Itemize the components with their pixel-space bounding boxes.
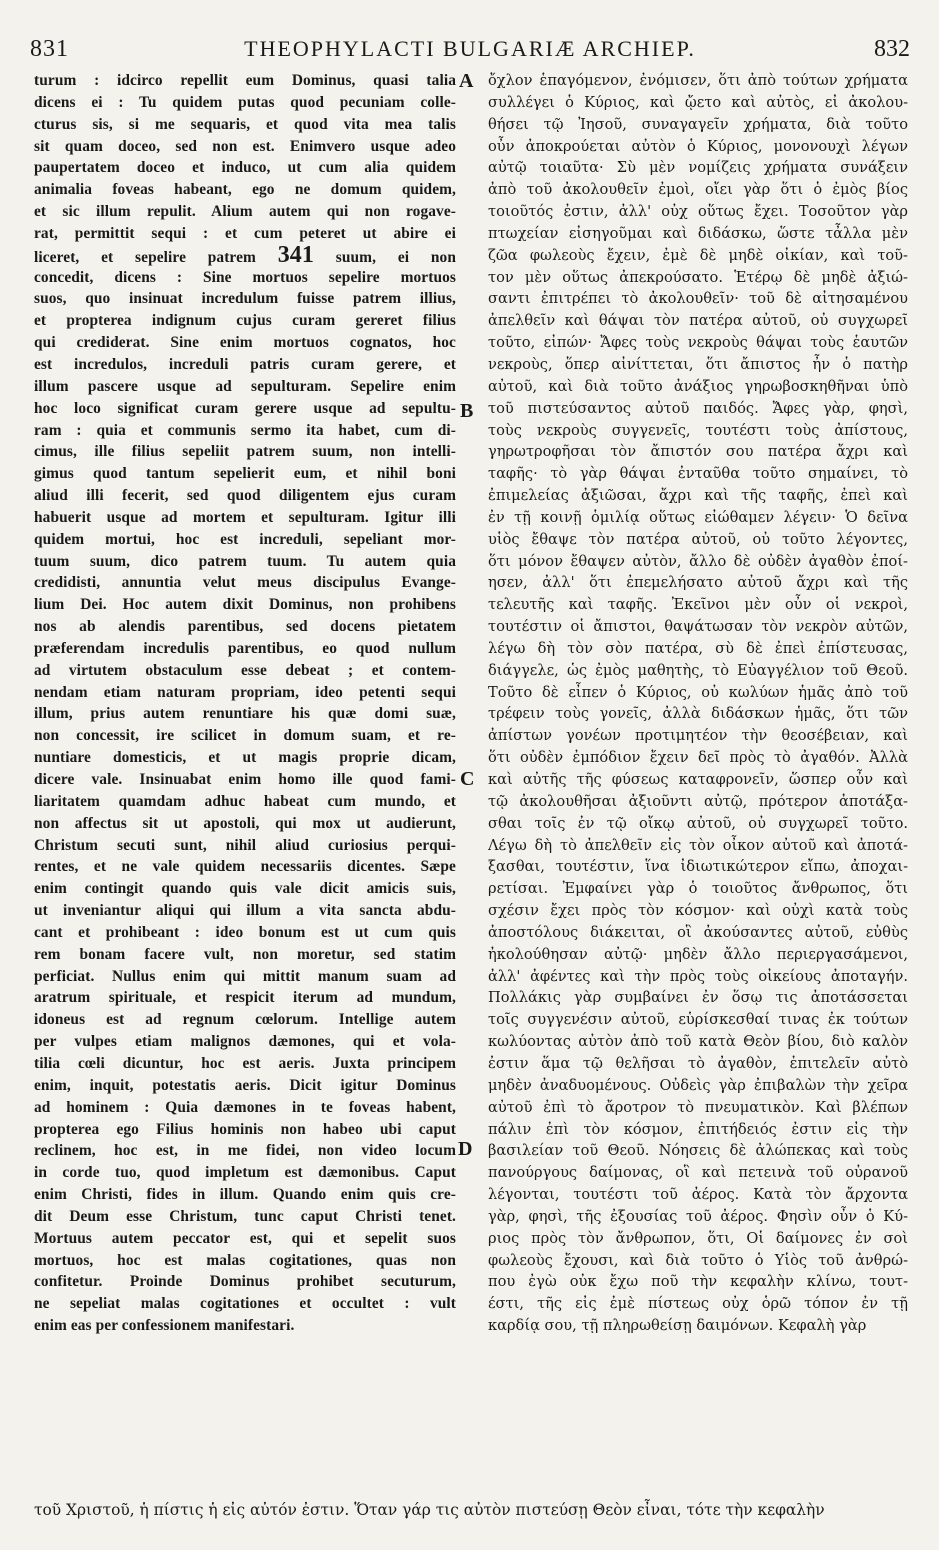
- greek-text-line: γὰρ, φησὶ, τῆς ἐξουσίας τοῦ ἀέρος. Φησὶν οὖν ὁ Κύ-: [488, 1207, 908, 1225]
- latin-text-line: per vulpes etiam malignos dæmones, qui et vola-: [34, 1033, 456, 1051]
- latin-text-line: paupertatem doceo et induco, ut cum alia quidem: [34, 159, 456, 177]
- greek-text-line: ὄχλον ἑπαγόμενον, ἐνόμισεν, ὅτι ἀπὸ τούτων χρήματα: [488, 72, 908, 89]
- greek-text-line: ἀποστόλους διάκειται, οἳ ἀκούσαντες αὐτοῦ, εὐθὺς: [488, 923, 908, 941]
- latin-text-line: perficiat. Nullus enim qui mittit manum suam ad: [34, 967, 456, 985]
- latin-text-line: Christum secuti sunt, nihil aliud curiosius perqui-: [34, 836, 456, 854]
- latin-text-line: in corde tuo, quod impletum est dæmonibus. Caput: [34, 1164, 456, 1182]
- greek-text-line: Λέγω δὴ τὸ ἀπελθεῖν εἰς τὸν οἶκον αὐτοῦ καὶ ἀποτά-: [488, 836, 908, 854]
- latin-text-line: non concessit, ire scilicet in domum suam, et re-: [34, 727, 456, 745]
- latin-text-line: dicens ei : Tu quidem putas quod pecuniam colle-: [34, 93, 456, 111]
- greek-text-line: ἐστιν ἅμα τῷ θελῆσαι τὸ ἀγαθὸν, ἐπιτελεῖν αὐτὸ: [488, 1054, 908, 1072]
- greek-column: [488, 70, 908, 1495]
- latin-text-line: habuerit usque ad mortem et sepulturam. Igitur illi: [34, 508, 456, 526]
- greek-text-line: ταφῆς· τὸ γὰρ θάψαι ἐνταῦθα τοῦτο σημαίνει, τὸ: [488, 465, 908, 483]
- latin-text-line: concedit, dicens : Sine mortuos sepelire mortuos: [34, 268, 456, 286]
- latin-text-line: ad virtutem obstaculum esse debeat ; et contem-: [34, 661, 456, 679]
- latin-text-line: nuntiare domesticis, et ut magis proprie dicam,: [34, 749, 456, 767]
- latin-text-line: lium Dei. Hoc autem dixit Dominus, non prohibens: [34, 596, 456, 614]
- bottom-greek-line: τοῦ Χριστοῦ, ἡ πίστις ἡ εἰς αὐτόν ἐστιν. Ὅταν γάρ τις αὐτὸν πιστεύσῃ Θεὸν εἶναι, τότε τὴν κεφαλὴν: [34, 1501, 825, 1519]
- greek-text-line: υἱὸς ἔθαψε τὸν πατέρα αὐτοῦ, οὐ τοῦτο λέγοντες,: [488, 530, 908, 548]
- latin-text-line: illum, prius autem renuntiare his quæ domi suæ,: [34, 705, 456, 723]
- latin-text-line: qui crediderat. Sine enim mortuos cognatos, hoc: [34, 334, 456, 352]
- greek-text-line: τελευτῆς καὶ ταφῆς. Ἐκεῖνοι μὲν οὖν οἱ νεκροὶ,: [488, 596, 908, 614]
- greek-text-line: πανούργους δαίμονας, οἳ καὶ πετεινὰ τοῦ οὐρανοῦ: [488, 1164, 908, 1182]
- latin-text-line: et propterea indignum cujus curam gereret filius: [34, 312, 456, 330]
- greek-text-line: γηρωτροφῆσαι τὸν ἄπιστόν σου πατέρα ἄχρι καὶ: [488, 443, 908, 461]
- greek-text-line: νεκροὺς, ὅπερ αἰνίττεται, ὅτι ἄπιστος ἦν ὁ πατὴρ: [488, 355, 908, 373]
- latin-text-line: rat, permittit sequi : et cum peteret ut abire ei: [34, 224, 456, 242]
- latin-text-line: ram : quia et communis sermo ita habet, cum di-: [34, 421, 456, 439]
- greek-text-line: τοὺς νεκροὺς συγγενεῖς, τουτέστι τοὺς ἀπίστους,: [488, 421, 908, 439]
- latin-column: [34, 70, 456, 1495]
- latin-text-line: nos ab alendis parentibus, sed docens pietatem: [34, 618, 456, 636]
- greek-text-line: συλλέγει ὁ Κύριος, καὶ ᾤετο καὶ αὐτὸς, εἰ ἀκολου-: [488, 93, 908, 111]
- latin-text-line: credidisti, annuntia velut meus discipulus Evange-: [34, 574, 456, 592]
- latin-text-line: est incredulos, increduli patris curam gerere, et: [34, 355, 456, 373]
- greek-text-line: αὐτῷ τοιαῦτα· Σὺ μὲν νομίζεις χρήματα συνάξειν: [488, 159, 908, 177]
- greek-text-line: καὶ αὐτῆς τῆς φύσεως καταφρονεῖν, ὥσπερ οὖν καὶ: [488, 771, 908, 788]
- greek-text-line: τῷ ἀκολουθῆσαι ἀξιοῦντι αὐτῷ, πρότερον ἀποτάξα-: [488, 792, 908, 810]
- greek-text-line: τοῦτο, εἰπών· Ἄφες τοὺς νεκροὺς θάψαι τοὺς ἑαυτῶν: [488, 334, 908, 352]
- latin-text-segment: liceret, et sepelire patrem: [34, 248, 278, 266]
- latin-text-line: illum pascere usque ad sepulturam. Sepelire enim: [34, 377, 456, 395]
- greek-text-line: ζῶα φωλεοὺς ἔχειν, ἐμὲ δὲ μηδὲ οἰκίαν, καὶ τοῦ-: [488, 246, 908, 264]
- latin-text-line: Mortuus autem peccator est, qui et sepelit suos: [34, 1229, 456, 1247]
- greek-text-line: ρετίσαι. Ἐμφαίνει γὰρ ὁ τοιοῦτος ἄνθρωπος, ὅτι: [488, 880, 908, 898]
- greek-text-line: έστι, τῆς εἰς ἐμὲ πίστεως οὐχ ὁρῶ τόπον ἐν τῇ: [488, 1295, 908, 1313]
- greek-text-line: διάγγελε, ὡς ἐμὸς μαθητὴς, τὸ Εὐαγγέλιον τοῦ Θεοῦ.: [488, 661, 908, 679]
- latin-text-line: præferendam incredulis parentibus, eo quod nullum: [34, 639, 456, 657]
- latin-text-line: propterea ego Filius hominis non habeo ubi caput: [34, 1120, 456, 1138]
- greek-text-line: λέγονται, τουτέστι τοῦ ἀέρος. Κατὰ τὸν ἄρχοντα: [488, 1186, 908, 1204]
- greek-text-line: ἀπὸ τοῦ ἀκολουθεῖν ἐμοὶ, οἴει γὰρ ὅτι ὁ ἐμὸς βίος: [488, 181, 908, 199]
- greek-text-line: που ἐγὼ οὐκ ἔχω ποῦ τὴν κεφαλὴν κλίνω, τουτ-: [488, 1273, 908, 1291]
- greek-text-line: τον μὲν οὕτως ἀπεκρούσατο. Ἑτέρῳ δὲ μηδὲ ἀξιώ-: [488, 268, 908, 286]
- page-header: [30, 36, 910, 66]
- latin-text-line: rentes, et ne vale quidem necessariis dicentes. Sæpe: [34, 858, 456, 876]
- latin-text-line: cimus, ille filius sepeliit patrem suum, non intelli-: [34, 443, 456, 461]
- latin-text-line: et sic illum repulit. Alium autem qui non rogave-: [34, 203, 456, 221]
- latin-text-line: liaritatem quamdam adhuc habeat cum mundo, et: [34, 792, 456, 810]
- latin-text-segment: suum, ei non: [314, 248, 456, 266]
- greek-text-line: αὐτοῦ, καὶ διὰ τοῦτο ἀνάξιος γηρωβοσκηθῆναι ὑπὸ: [488, 377, 908, 395]
- greek-text-line: ἀλλ' ἀφέντες καὶ τὴν πρὸς τοὺς οἰκείους ἀποταγήν.: [488, 967, 908, 985]
- latin-text-line: ut inveniantur aliqui qui illum a vita sancta abdu-: [34, 902, 456, 920]
- greek-text-line: θήσει τῷ Ἰησοῦ, συναγαγεῖν χρήματα, διὰ τοῦτο: [488, 115, 908, 133]
- greek-text-line: ξασθαι, τουτέστιν, ἵνα ἰδιωτικώτερον εἴπω, ἀποχαι-: [488, 858, 908, 876]
- greek-text-line: ἐπιμελείας ἀξιῶσαι, ἄχρι καὶ τῆς ταφῆς, ἐπεὶ καὶ: [488, 487, 908, 505]
- latin-text-line: enim Christi, fides in illum. Quando enim quis cre-: [34, 1186, 456, 1204]
- latin-text-line: dit Deum esse Christum, tunc caput Christi tenet.: [34, 1207, 456, 1225]
- latin-text-line: rem bonam facere vult, non moretur, sed statim: [34, 945, 456, 963]
- margin-marker-b: B: [460, 400, 474, 422]
- greek-text-line: τοῦ πιστεύσαντος αὐτοῦ παιδός. Ἄφες γὰρ, φησὶ,: [488, 399, 908, 417]
- greek-text-line: ἐν τῇ κοινῇ ὁμιλίᾳ οὕτως εἰώθαμεν λέγειν· Ὁ δεῖνα: [488, 508, 908, 526]
- greek-text-line: κωλύοντας αὐτὸν ἀπὸ τοῦ κατὰ Θεὸν βίου, διὸ καλὸν: [488, 1033, 908, 1051]
- latin-text-line: tuum suum, dico patrem tuum. Tu autem quia: [34, 552, 456, 570]
- inline-page-number: 341: [277, 244, 315, 267]
- greek-text-line: ριος πρὸς τὸν ἄνθρωπον, ὅτι, Οἱ δαίμονες ἐν σοὶ: [488, 1229, 908, 1247]
- greek-text-line: πτωχείαν εἰσηγοῦμαι καὶ διδάσκω, ὥστε τἆλλα μὲν: [488, 224, 908, 242]
- latin-text-line: idoneus est ad regnum cœlorum. Intellige autem: [34, 1011, 456, 1029]
- greek-text-line: ὅτι οὐδὲν ἐμπόδιον ἔχειν δεῖ πρὸς τὸ ἀγαθόν. Ἀλλὰ: [488, 749, 908, 767]
- latin-text-line: enim contingit quando quis vale dicit amicis suis,: [34, 880, 456, 898]
- latin-text-line: sit quam doceo, sed non est. Enimvero usque adeo: [34, 137, 456, 155]
- greek-text-line: σθαι τοῖς ἐν τῷ οἴκῳ αὐτοῦ, οὐ συγχωρεῖ τοῦτο.: [488, 814, 908, 832]
- greek-text-line: σχέσιν ἔχει πρὸς τὸν κόσμον· καὶ οὐχὶ κατὰ τοὺς: [488, 902, 908, 920]
- greek-text-line: ὅτι μόνον ἔθαψεν αὐτὸν, ἄλλο δὲ οὐδὲν ἀγαθὸν ἐποί-: [488, 552, 908, 570]
- greek-text-line: λέγω δὴ τὸν σὸν πατέρα, σὺ δὲ ἐπεὶ ἐπίστευσας,: [488, 639, 908, 657]
- latin-text-line: reclinem, hoc est, in me fidei, non video locum: [34, 1142, 456, 1160]
- latin-text-line: cturus sis, si me sequaris, et quod vita mea talis: [34, 115, 456, 133]
- page-number: 831: [30, 36, 69, 62]
- greek-text-line: ἀπελθεῖν καὶ θάψαι τὸν πατέρα αὐτοῦ, οὐ συγχωρεῖ: [488, 312, 908, 330]
- latin-text-line: nendam etiam naturam propriam, ideo petenti sequi: [34, 683, 456, 701]
- greek-text-line: φωλεοὺς ἔχουσι, καὶ διὰ τοῦτο ὁ Υἱὸς τοῦ ἀνθρώ-: [488, 1251, 908, 1269]
- latin-text-line: ne sepeliat malas cogitationes et occultet : vult: [34, 1295, 456, 1313]
- latin-text-line: gimus quod tantum sepelierit eum, et nihil boni: [34, 465, 456, 483]
- margin-marker-a: A: [459, 70, 474, 92]
- latin-text-line: mortuos, hoc est malas cogitationes, quas non: [34, 1251, 456, 1269]
- column-number: 832: [874, 36, 910, 62]
- greek-text-line: τοιοῦτός ἐστιν, ἀλλ' οὐχ οὕτως ἔχει. Τοσοῦτον γὰρ: [488, 203, 908, 221]
- latin-text-line: cant et prohibeant : ideo bonum est ut cum quis: [34, 923, 456, 941]
- latin-text-line: quidem mortui, hoc est increduli, sepeliant mor-: [34, 530, 456, 548]
- greek-text-line: Τοῦτο δὲ εἶπεν ὁ Κύριος, οὐ κωλύων ἡμᾶς ἀπὸ τοῦ: [488, 683, 908, 701]
- latin-text-line: enim eas per confessionem manifestari.: [34, 1317, 295, 1335]
- margin-marker-c: C: [460, 768, 475, 790]
- greek-text-line: ἠκολούθησαν αὐτῷ· μηδὲν ἄλλο περιεργασάμενοι,: [488, 945, 908, 963]
- latin-text-line: enim, inquit, potestatis aeris. Dicit igitur Dominus: [34, 1076, 456, 1094]
- margin-marker-d: D: [458, 1138, 473, 1160]
- latin-text-line: aratrum spirituale, et respicit iterum ad mundum,: [34, 989, 456, 1007]
- greek-text-line: αὐτοῦ ἐπὶ τὸ ἄροτρον τὸ πνευματικὸν. Καὶ βλέπων: [488, 1098, 908, 1116]
- latin-text-line: tilia cœli dicuntur, hoc est aeris. Juxta principem: [34, 1054, 456, 1072]
- latin-text-line: [34, 245, 456, 267]
- greek-text-line: πάλιν ἐπὶ τὸν κόσμον, ἐπιτήδειός ἐστιν εἰς τὴν: [488, 1120, 908, 1138]
- latin-text-line: aliud illi fecerit, sed quod diligentem ejus curam: [34, 487, 456, 505]
- greek-text-line: τρέφειν τοὺς γονεῖς, ἀλλὰ διδάσκων ἡμᾶς, ὅτι τῶν: [488, 705, 908, 723]
- greek-text-line: τουτέστιν οἱ ἄπιστοι, θαψάτωσαν τὸν νεκρὸν αὐτῶν,: [488, 618, 908, 636]
- greek-text-line: καρδίᾳ σου, τῇ πληρωθείσῃ δαιμόνων. Κεφαλὴ γὰρ: [488, 1317, 867, 1335]
- latin-text-line: non affectus sit ut apostoli, qui mox ut audierunt,: [34, 814, 456, 832]
- greek-text-line: Πολλάκις γὰρ συμβαίνει ἐν ὅσῳ τις ἀποτάσσεται: [488, 989, 908, 1007]
- latin-text-line: animalia foveas habeant, ego ne domum quidem,: [34, 181, 456, 199]
- greek-text-line: σαντι ἐπιτρέπει τὸ ἀκολουθεῖν· τοῦ δὲ αἰτησαμένου: [488, 290, 908, 308]
- greek-text-line: μηδὲν ἀναδυομένους. Οὐδεὶς γὰρ ἐπιβαλὼν τὴν χεῖρα: [488, 1076, 908, 1094]
- latin-text-line: turum : idcirco repellit eum Dominus, quasi talia: [34, 72, 456, 89]
- greek-text-line: οὖν ἀποκρούεται αὐτὸν ὁ Κύριος, μονονουχὶ λέγων: [488, 137, 908, 155]
- running-title: THEOPHYLACTI BULGARIÆ ARCHIEP.: [244, 36, 696, 61]
- greek-text-line: ἀπίστων γονέων προτιμητέον τὴν θεοσέβειαν, καὶ: [488, 727, 908, 745]
- greek-text-line: βασιλείαν τοῦ Θεοῦ. Νόησεις δὲ ἀλώπεκας καὶ τοὺς: [488, 1142, 908, 1160]
- greek-text-line: τοῖς συγγενέσιν αὐτοῦ, εὑρίσκεσθαί τινας ἐκ τούτων: [488, 1011, 908, 1029]
- latin-text-line: hoc loco significat curam gerere usque ad sepultu-: [34, 399, 456, 417]
- latin-text-line: suos, quo insinuat incredulum fuisse patrem illius,: [34, 290, 456, 308]
- latin-text-line: dicere vale. Insinuabat enim homo ille quod fami-: [34, 771, 456, 788]
- greek-text-line: ησεν, ἀλλ' ὅτι ἐπεμελήσατο αὐτοῦ ἄχρι καὶ τῆς: [488, 574, 908, 592]
- latin-text-line: confitetur. Proinde Dominus prohibet secuturum,: [34, 1273, 456, 1291]
- latin-text-line: ad hominem : Quia dæmones in te foveas habent,: [34, 1098, 456, 1116]
